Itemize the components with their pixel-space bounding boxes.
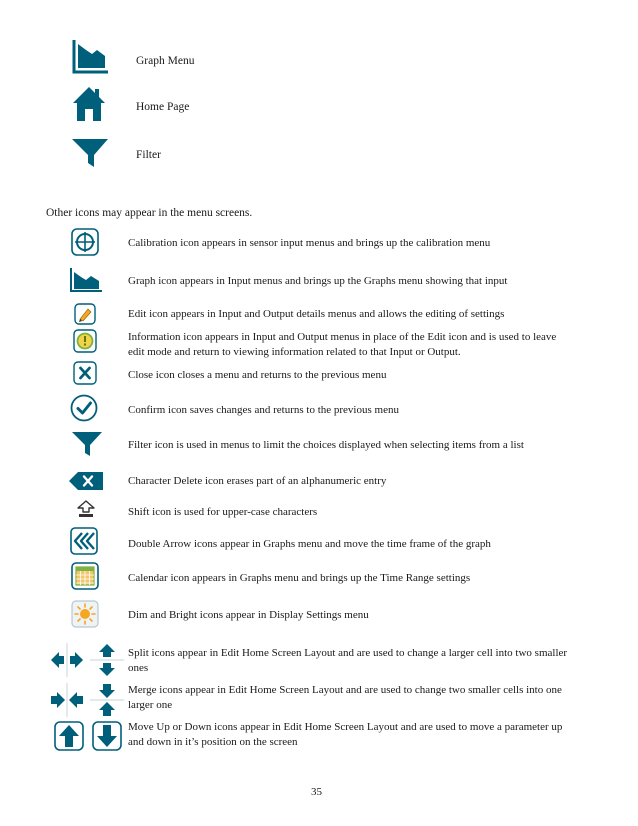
information-description: Information icon appears in Input and Output menus in place of the Edit icon and is used to leave edit mode and return to viewing information related to that Input or Output. xyxy=(128,331,557,358)
shift-icon xyxy=(77,500,95,518)
close-description: Close icon closes a menu and returns to the previous menu xyxy=(128,369,387,381)
shift-description: Shift icon is used for upper-case characters xyxy=(128,506,318,518)
confirm-description: Confirm icon saves changes and returns to the previous menu xyxy=(128,404,399,416)
home-page-label: Home Page xyxy=(136,101,190,113)
graph-menu-icon xyxy=(72,40,108,74)
filter-description: Filter icon is used in menus to limit the choices displayed when selecting items from a list xyxy=(128,439,524,451)
merge-horizontal-icon xyxy=(50,683,84,717)
move-down-icon xyxy=(92,721,122,751)
double-arrow-description: Double Arrow icons appear in Graphs menu and move the time frame of the graph xyxy=(128,538,491,550)
filter-label: Filter xyxy=(136,149,161,161)
graph-icon xyxy=(70,268,102,292)
double-arrow-icon xyxy=(70,527,98,555)
calibration-icon xyxy=(71,228,99,256)
close-icon xyxy=(73,361,97,385)
information-icon xyxy=(73,329,97,353)
character-delete-icon xyxy=(69,472,103,490)
edit-description: Edit icon appears in Input and Output details menus and allows the editing of settings xyxy=(128,308,505,320)
move-up-icon xyxy=(54,721,84,751)
merge-description: Merge icons appear in Edit Home Screen Layout and are used to change two smaller cells into one larger one xyxy=(128,684,562,711)
split-description: Split icons appear in Edit Home Screen Layout and are used to change a larger cell into two smaller ones xyxy=(128,647,568,674)
filter-row-icon xyxy=(72,432,102,456)
split-vertical-icon xyxy=(90,643,124,677)
dim-bright-icon xyxy=(71,600,99,628)
split-horizontal-icon xyxy=(50,643,84,677)
move-up-down-description: Move Up or Down icons appear in Edit Home Screen Layout and are used to move a parameter up and down in it’s position on the screen xyxy=(128,721,563,748)
edit-icon xyxy=(74,303,96,325)
dim-bright-description: Dim and Bright icons appear in Display Settings menu xyxy=(128,609,369,621)
graph-menu-label: Graph Menu xyxy=(136,55,195,67)
intro-text: Other icons may appear in the menu screens. xyxy=(46,207,253,219)
confirm-icon xyxy=(70,394,98,422)
home-page-icon xyxy=(73,87,105,121)
calibration-description: Calibration icon appears in sensor input menus and brings up the calibration menu xyxy=(128,237,491,249)
character-delete-description: Character Delete icon erases part of an alphanumeric entry xyxy=(128,475,387,487)
calendar-icon xyxy=(71,562,99,590)
calendar-description: Calendar icon appears in Graphs menu and brings up the Time Range settings xyxy=(128,572,471,584)
filter-icon xyxy=(72,139,108,167)
merge-vertical-icon xyxy=(90,683,124,717)
graph-description: Graph icon appears in Input menus and brings up the Graphs menu showing that input xyxy=(128,275,508,287)
page-number: 35 xyxy=(311,786,322,798)
